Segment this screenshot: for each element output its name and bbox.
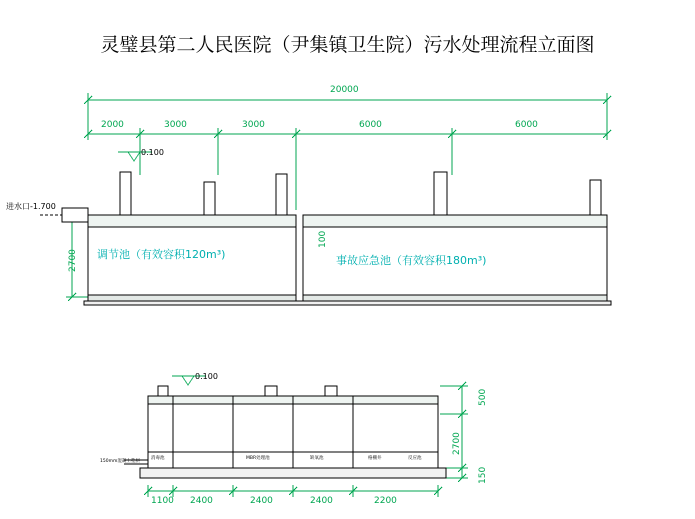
chamber-label-4: 格栅井 [368,456,382,461]
elevation-level-mark: 0.100 [141,148,164,157]
chamber-label-3: 缺氧池 [310,456,324,461]
section-dimension-5: 2200 [374,496,397,506]
chamber-label-2: MBR处理池 [246,456,270,461]
section-right-dimension-1: 500 [478,388,488,406]
chamber-label-1: 消毒池 [151,456,165,461]
pipe-bedding-label: 150mm混凝土垫层 [100,459,140,464]
segment-dimension-4: 6000 [359,120,382,130]
section-level-mark: 0.100 [195,372,218,381]
segment-dimension-2: 3000 [164,120,187,130]
segment-dimension-5: 6000 [515,120,538,130]
elevation-height-dimension: 2700 [68,249,78,272]
inlet-label: 进水口-1.700 [6,202,56,211]
section-right-dimension-2: 2700 [452,432,462,455]
segment-dimension-1: 2000 [101,120,124,130]
section-dimension-4: 2400 [310,496,333,506]
overall-dimension-label: 20000 [330,85,359,95]
section-right-dimension-3: 150 [478,466,488,484]
chamber-label-5: 反应池 [408,456,422,461]
tank-label-regulating: 调节池（有效容积120m³) [97,248,226,261]
section-dimension-1: 1100 [151,496,174,506]
tank-label-emergency: 事故应急池（有效容积180m³) [336,254,487,267]
section-dimension-2: 2400 [190,496,213,506]
section-dimension-3: 2400 [250,496,273,506]
segment-dimension-3: 3000 [242,120,265,130]
page-title: 灵璧县第二人民医院（尹集镇卫生院）污水处理流程立面图 [100,34,595,56]
wall-thickness-dimension: 100 [318,230,328,248]
